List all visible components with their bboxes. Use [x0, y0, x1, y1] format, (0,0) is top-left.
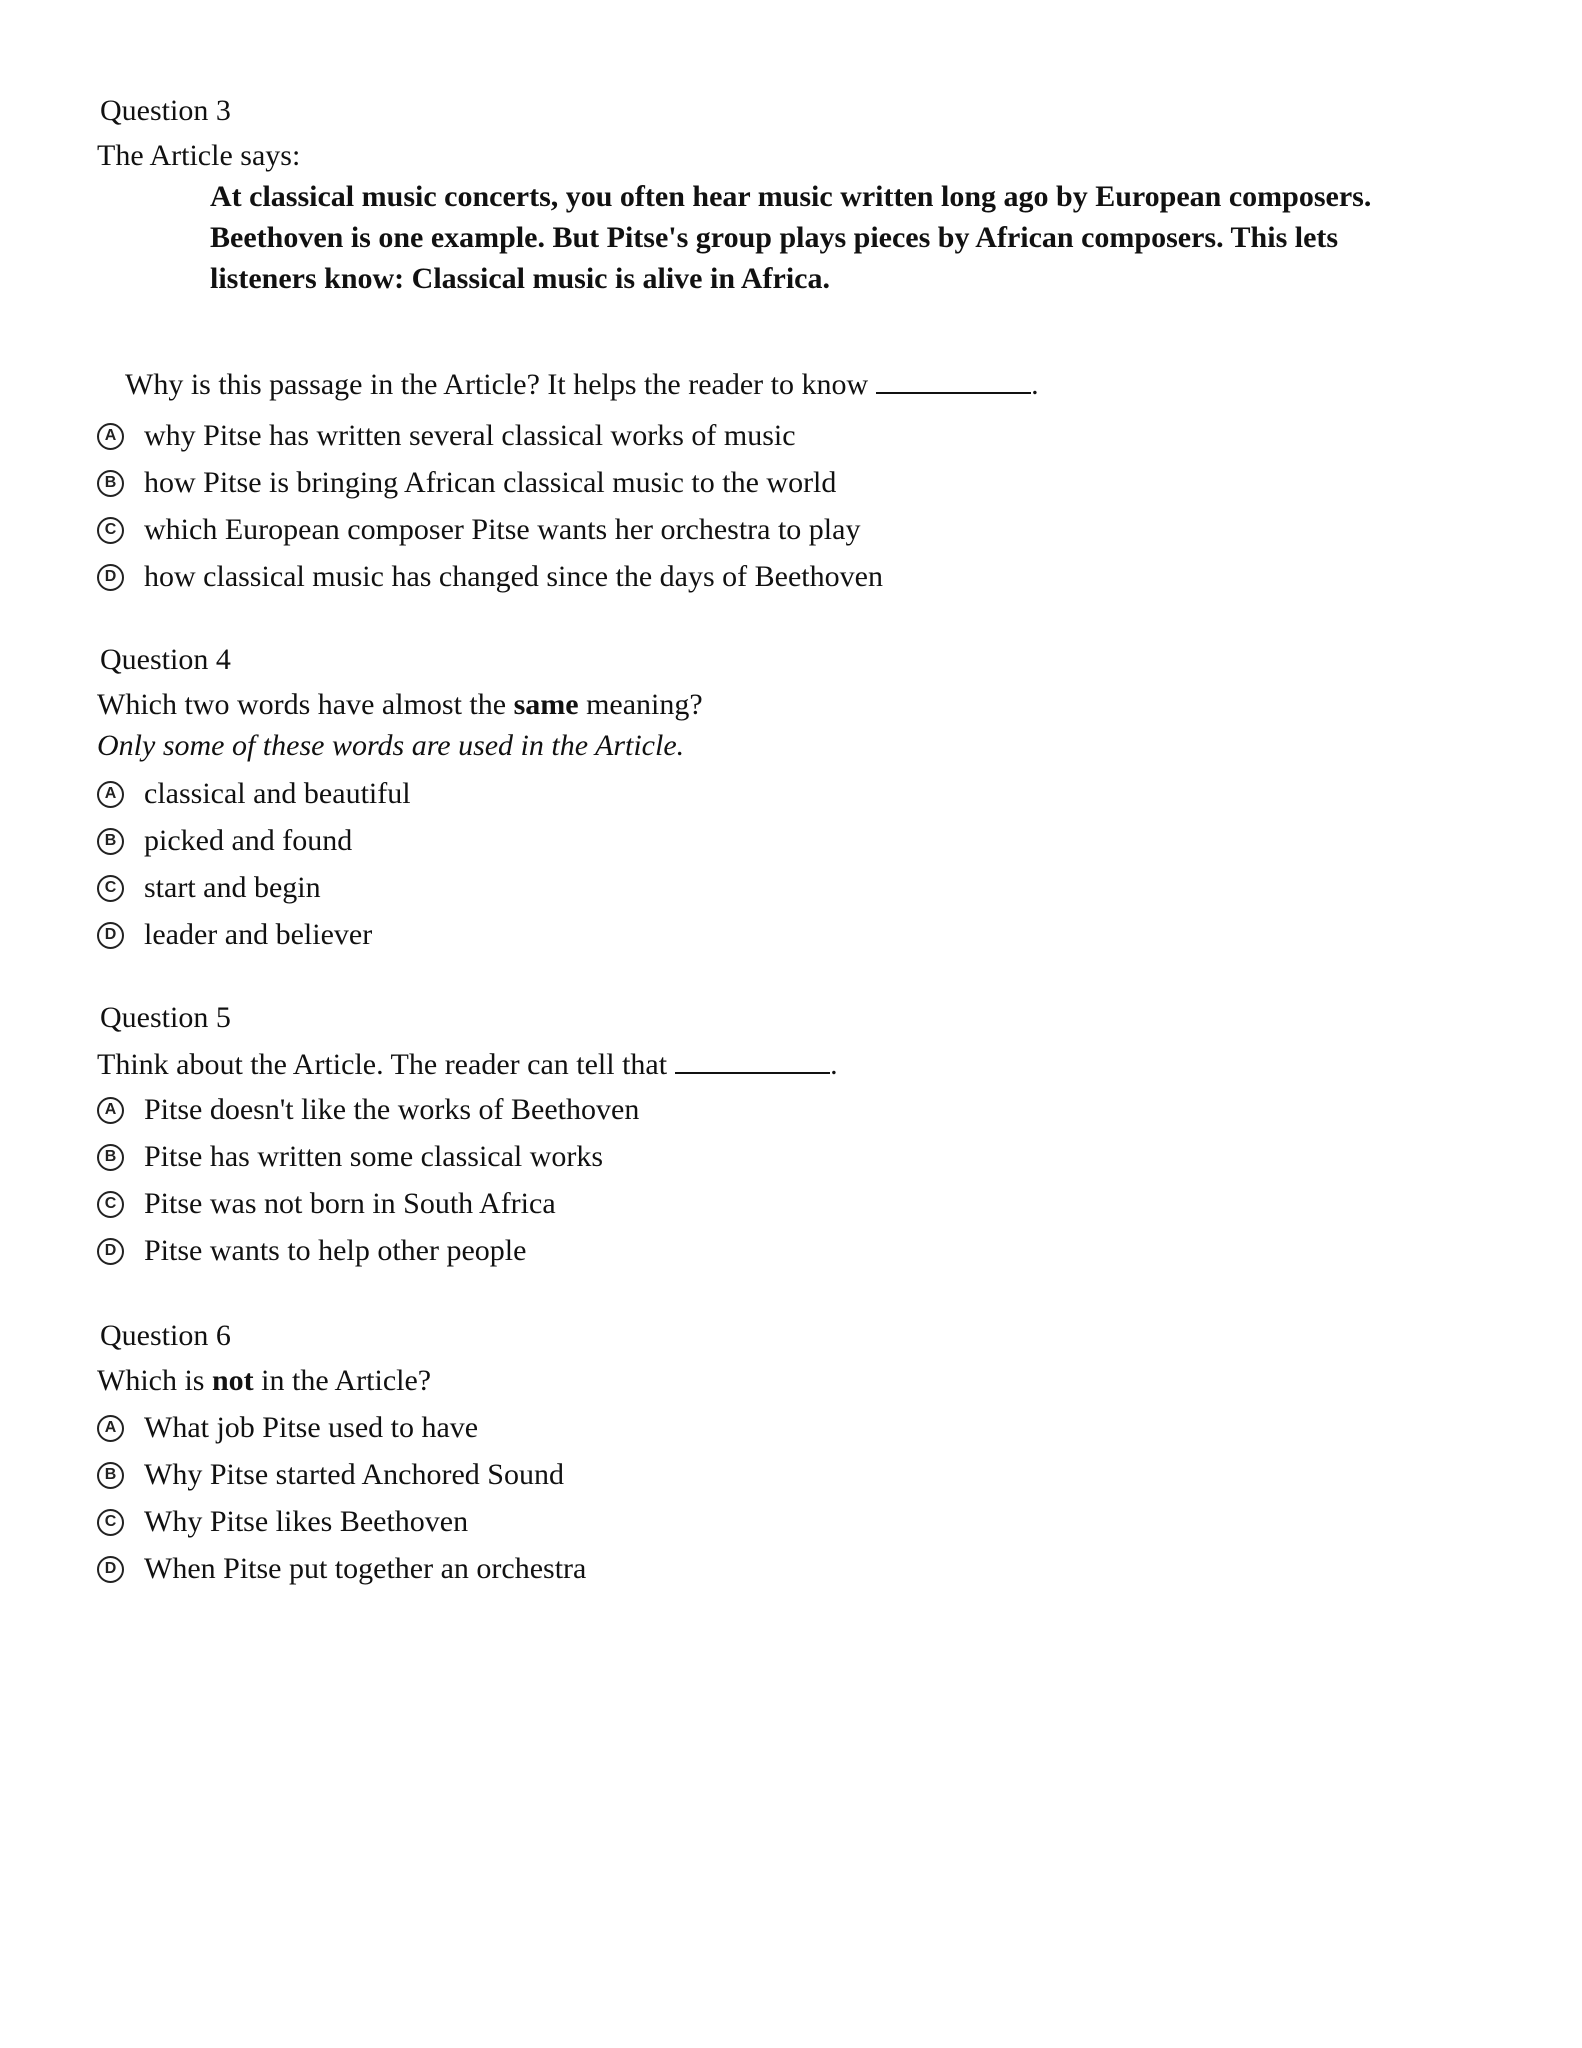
question-4-note: Only some of these words are used in the Article.	[97, 729, 685, 762]
question-4-option-b[interactable]	[97, 822, 352, 860]
option-text: Why Pitse started Anchored Sound	[144, 1458, 564, 1491]
question-3-prompt-period: .	[1031, 368, 1039, 401]
question-5-option-a[interactable]	[97, 1091, 639, 1129]
question-4-option-d[interactable]	[97, 916, 372, 954]
option-text: Pitse wants to help other people	[144, 1234, 527, 1267]
option-a-circle-icon[interactable]: A	[97, 781, 124, 808]
question-6-prompt-start: Which is	[97, 1364, 205, 1397]
question-5-prompt-text: Think about the Article. The reader can tell that	[97, 1048, 668, 1081]
question-6-option-c[interactable]	[97, 1503, 468, 1541]
option-text: picked and found	[144, 824, 353, 857]
question-4-prompt-start: Which two words have almost the	[97, 688, 507, 721]
option-text: Pitse was not born in South Africa	[144, 1187, 556, 1220]
option-b-circle-icon[interactable]: B	[97, 470, 124, 497]
question-6-option-a[interactable]	[97, 1409, 478, 1447]
question-6-prompt	[97, 1362, 431, 1400]
article-excerpt-line-1: At classical music concerts, you often hear music written long ago by European composers.	[210, 180, 1372, 213]
answer-blank	[675, 1044, 830, 1074]
question-4-prompt-end: meaning?	[586, 688, 703, 721]
question-5-option-c[interactable]	[97, 1185, 556, 1223]
option-text: When Pitse put together an orchestra	[144, 1552, 587, 1585]
question-3-prompt-text: Why is this passage in the Article? It helps the reader to know	[125, 368, 869, 401]
question-3-option-a[interactable]	[97, 417, 796, 455]
option-d-circle-icon[interactable]: D	[97, 1556, 124, 1583]
option-text: how classical music has changed since the days of Beethoven	[144, 560, 883, 593]
article-excerpt-line-2: Beethoven is one example. But Pitse's group plays pieces by African composers. This lets	[210, 221, 1339, 254]
question-3-title: Question 3	[100, 94, 231, 127]
option-b-circle-icon[interactable]: B	[97, 828, 124, 855]
question-3-intro: The Article says:	[97, 139, 301, 172]
option-d-circle-icon[interactable]: D	[97, 922, 124, 949]
option-a-circle-icon[interactable]: A	[97, 423, 124, 450]
question-4-option-c[interactable]	[97, 869, 321, 907]
question-5-prompt-period: .	[830, 1048, 838, 1081]
option-text: leader and believer	[144, 918, 373, 951]
article-excerpt-line-3: listeners know: Classical music is alive in Africa.	[210, 262, 830, 295]
option-text: how Pitse is bringing African classical music to the world	[144, 466, 837, 499]
question-4-prompt-emphasis: same	[513, 688, 579, 721]
option-b-circle-icon[interactable]: B	[97, 1462, 124, 1489]
option-a-circle-icon[interactable]: A	[97, 1415, 124, 1442]
question-3-option-c[interactable]	[97, 511, 860, 549]
option-c-circle-icon[interactable]: C	[97, 1191, 124, 1218]
question-3-prompt	[125, 364, 1039, 404]
answer-blank	[876, 364, 1031, 394]
option-text: classical and beautiful	[144, 777, 411, 810]
question-4-title: Question 4	[100, 643, 231, 676]
question-3-option-d[interactable]	[97, 558, 883, 596]
option-text: why Pitse has written several classical works of music	[144, 419, 796, 452]
option-text: which European composer Pitse wants her orchestra to play	[144, 513, 861, 546]
question-3-option-b[interactable]	[97, 464, 836, 502]
option-d-circle-icon[interactable]: D	[97, 564, 124, 591]
question-5-title: Question 5	[100, 1001, 231, 1034]
option-d-circle-icon[interactable]: D	[97, 1238, 124, 1265]
option-text: What job Pitse used to have	[144, 1411, 479, 1444]
question-6-prompt-emphasis: not	[211, 1364, 254, 1397]
question-6-option-b[interactable]	[97, 1456, 564, 1494]
question-6-prompt-end: in the Article?	[261, 1364, 432, 1397]
option-text: start and begin	[144, 871, 321, 904]
option-b-circle-icon[interactable]: B	[97, 1144, 124, 1171]
option-a-circle-icon[interactable]: A	[97, 1097, 124, 1124]
option-text: Pitse has written some classical works	[144, 1140, 604, 1173]
question-6-option-d[interactable]	[97, 1550, 586, 1588]
option-text: Why Pitse likes Beethoven	[144, 1505, 469, 1538]
question-4-prompt	[97, 686, 703, 724]
question-4-option-a[interactable]	[97, 775, 411, 813]
question-5-option-b[interactable]	[97, 1138, 603, 1176]
question-6-title: Question 6	[100, 1319, 231, 1352]
option-c-circle-icon[interactable]: C	[97, 517, 124, 544]
question-5-option-d[interactable]	[97, 1232, 526, 1270]
option-text: Pitse doesn't like the works of Beethoven	[144, 1093, 640, 1126]
question-5-prompt	[97, 1044, 838, 1084]
option-c-circle-icon[interactable]: C	[97, 875, 124, 902]
option-c-circle-icon[interactable]: C	[97, 1509, 124, 1536]
